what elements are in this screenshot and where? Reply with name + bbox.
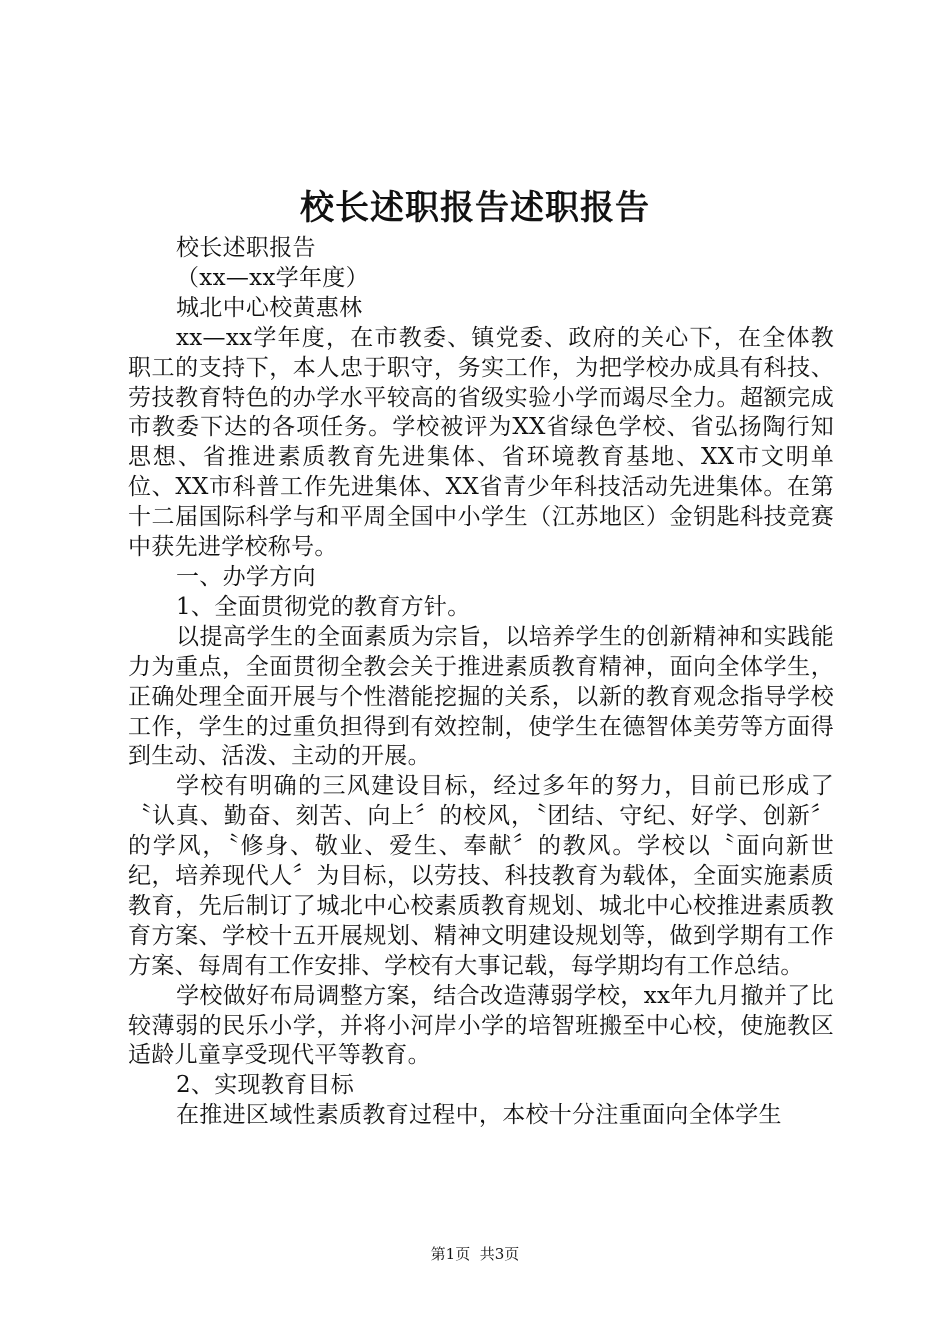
report-heading: 校长述职报告 [176, 235, 316, 261]
subsection-heading-1: 1、全面贯彻党的教育方针。 [176, 593, 471, 620]
subsection-heading-2: 2、实现教育目标 [176, 1072, 355, 1099]
page-footer [0, 1244, 950, 1264]
body-paragraph: 学校有明确的三风建设目标，经过多年的努力，目前已形成了〝认真、勤奋、刻苦、向上〞的校风，〝团结、守纪、好学、创新〞的学风，〝修身、敬业、爱生、奉献〞的教风。学校以〝面向新世纪，培养现代人〞为目标，以劳技、科技教育为载体，全面实施素质教育，先后制订了城北中心校素质教育规划、城北中心校推进素质教育方案、学校十五开展规划、精神文明建设规划等，做到学期有工作方案、每周有工作安排、学校有大事记载，每学期均有工作总结。 [128, 773, 834, 979]
document-body [128, 234, 834, 1131]
author-line: 城北中心校黄惠林 [176, 294, 363, 321]
intro-paragraph: xx—xx学年度，在市教委、镇党委、政府的关心下，在全体教职工的支持下，本人忠于职守，务实工作，为把学校办成具有科技、劳技教育特色的办学水平较高的省级实验小学而竭尽全力。超额完成市教委下达的各项任务。学校被评为XX省绿色学校、省弘扬陶行知思想、省推进素质教育先进集体、省环境教育基地、XX市文明单位、XX市科普工作先进集体、XX省青少年科技活动先进集体。在第十二届国际科学与和平周全国中小学生（江苏地区）金钥匙科技竞赛中获先进学校称号。 [128, 324, 834, 561]
school-year: （xx—xx学年度） [176, 264, 369, 291]
body-paragraph: 以提高学生的全面素质为宗旨，以培养学生的创新精神和实践能力为重点，全面贯彻全教会关于推进素质教育精神，面向全体学生，正确处理全面开展与个性潜能挖掘的关系，以新的教育观念指导学校工作，学生的过重负担得到有效控制，使学生在德智体美劳等方面得到生动、活泼、主动的开展。 [128, 623, 834, 770]
section-heading-1: 一、办学方向 [176, 563, 316, 590]
body-paragraph: 学校做好布局调整方案，结合改造薄弱学校，xx年九月撤并了比较薄弱的民乐小学，并将小河岸小学的培智班搬至中心校，使施教区适龄儿童享受现代平等教育。 [128, 982, 834, 1069]
body-paragraph: 在推进区域性素质教育过程中，本校十分注重面向全体学生 [176, 1102, 782, 1129]
page-number: 第1页 [430, 1245, 471, 1263]
page-total: 共3页 [479, 1245, 520, 1263]
document-title: 校长述职报告述职报告 [300, 188, 650, 228]
